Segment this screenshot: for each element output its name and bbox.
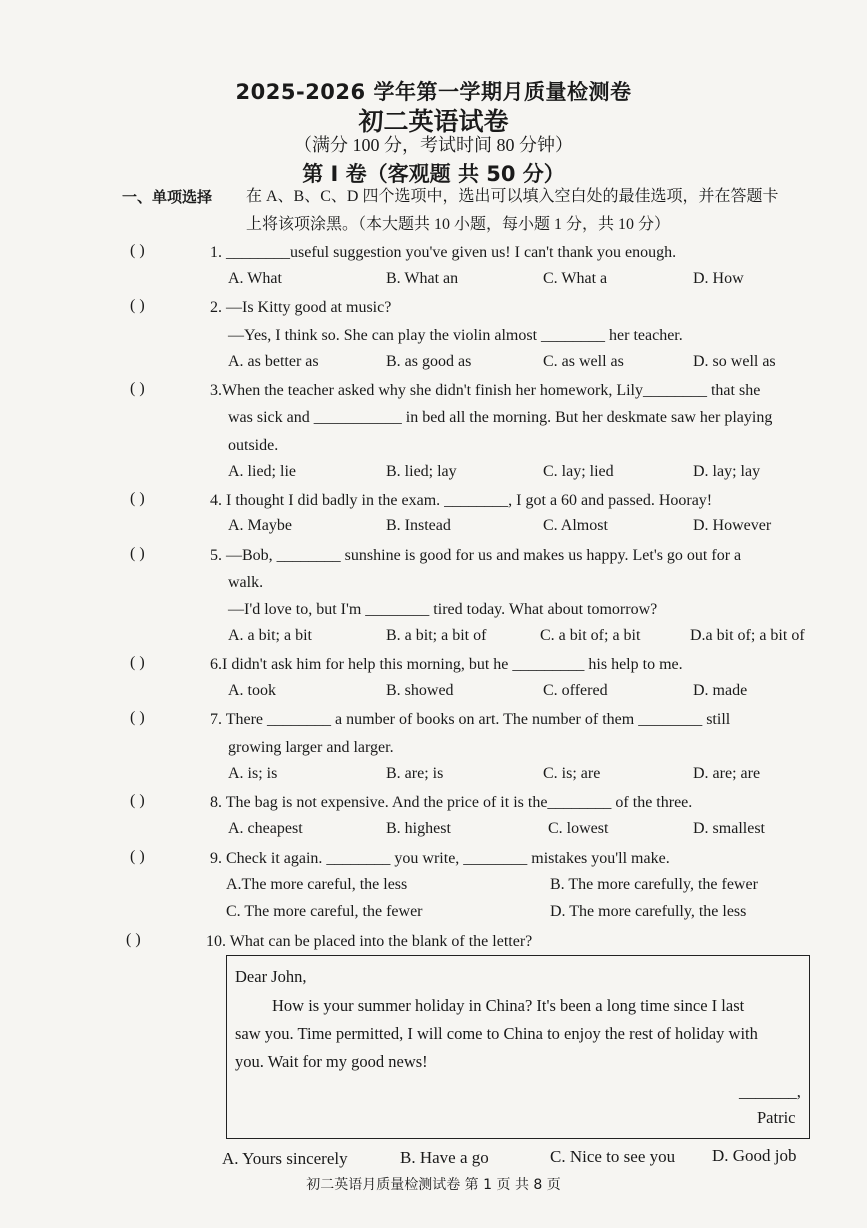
answer-paren: ( ) [130, 792, 145, 809]
section-title: 一、单项选择 [122, 188, 213, 206]
letter-greeting: Dear John, [235, 967, 307, 986]
exam-subject-title: 初二英语试卷 [358, 107, 509, 136]
q5-option-a: A. a bit; a bit [228, 627, 312, 644]
answer-paren: ( ) [130, 709, 145, 726]
answer-paren: ( ) [130, 545, 145, 562]
answer-paren: ( ) [130, 848, 145, 865]
q1-option-c: C. What a [543, 270, 608, 287]
question-3-line-1: 3.When the teacher asked why she didn't finish her homework, Lily________ that she [210, 382, 761, 399]
q7-option-c: C. is; are [543, 765, 601, 782]
letter-closing-blank: _______, [739, 1082, 801, 1101]
q6-option-b: B. showed [386, 682, 454, 699]
q1-option-b: B. What an [386, 270, 459, 287]
q2-option-b: B. as good as [386, 353, 472, 370]
q6-option-a: A. took [228, 682, 276, 699]
q7-option-b: B. are; is [386, 765, 444, 782]
q3-option-a: A. lied; lie [228, 463, 296, 480]
letter-line-2: saw you. Time permitted, I will come to China to enjoy the rest of holiday with [235, 1024, 758, 1043]
q6-option-d: D. made [693, 682, 748, 699]
q8-option-d: D. smallest [693, 820, 765, 837]
question-5-line-1: 5. —Bob, ________ sunshine is good for us and makes us happy. Let's go out for a [210, 547, 742, 564]
question-5-line-3: —I'd love to, but I'm ________ tired today. What about tomorrow? [228, 601, 658, 618]
q5-option-b: B. a bit; a bit of [386, 627, 487, 644]
answer-paren: ( ) [130, 242, 145, 259]
question-2-line-1: 2. —Is Kitty good at music? [210, 299, 392, 316]
question-3-line-3: outside. [228, 437, 279, 454]
q4-option-b: B. Instead [386, 517, 451, 534]
exam-score-time: （满分 100 分，考试时间 80 分钟） [294, 135, 573, 155]
question-3-line-2: was sick and ___________ in bed all the morning. But her deskmate saw her playing [228, 409, 773, 426]
q4-option-c: C. Almost [543, 517, 608, 534]
q4-option-d: D. However [693, 517, 772, 534]
question-8-text: 8. The bag is not expensive. And the price of it is the________ of the three. [210, 794, 693, 811]
letter-box [226, 955, 810, 1139]
q8-option-a: A. cheapest [228, 820, 303, 837]
q7-option-d: D. are; are [693, 765, 761, 782]
section-instruction-2: 上将该项涂黑。（本大题共 10 小题，每小题 1 分，共 10 分） [246, 216, 671, 233]
q8-option-b: B. highest [386, 820, 451, 837]
q3-option-c: C. lay; lied [543, 463, 614, 480]
question-7-line-1: 7. There ________ a number of books on art. The number of them ________ still [210, 711, 731, 728]
part-title: 第 I 卷（客观题 共 50 分） [302, 162, 565, 186]
exam-title: 2025-2026 学年第一学期月质量检测卷 [235, 80, 632, 104]
letter-signature: Patric [757, 1108, 796, 1127]
question-5-line-2: walk. [228, 574, 264, 591]
question-10-text: 10. What can be placed into the blank of the letter? [206, 933, 533, 950]
question-1-text: 1. ________useful suggestion you've given us! I can't thank you enough. [210, 244, 677, 261]
q2-option-d: D. so well as [693, 353, 776, 370]
letter-line-3: you. Wait for my good news! [235, 1052, 428, 1071]
question-9-text: 9. Check it again. ________ you write, ________ mistakes you'll make. [210, 850, 670, 867]
answer-paren: ( ) [130, 654, 145, 671]
q6-option-c: C. offered [543, 682, 608, 699]
q2-option-c: C. as well as [543, 353, 624, 370]
q5-option-c: C. a bit of; a bit [540, 627, 641, 644]
q7-option-a: A. is; is [228, 765, 278, 782]
question-4-text: 4. I thought I did badly in the exam. ________, I got a 60 and passed. Hooray! [210, 492, 713, 509]
section-instruction-1: 在 A、B、C、D 四个选项中，选出可以填入空白处的最佳选项，并在答题卡 [246, 188, 779, 205]
q9-option-b: B. The more carefully, the fewer [550, 876, 758, 893]
q3-option-d: D. lay; lay [693, 463, 761, 480]
q4-option-a: A. Maybe [228, 517, 292, 534]
answer-paren: ( ) [130, 490, 145, 507]
q5-option-d: D.a bit of; a bit of [690, 627, 805, 644]
question-6-text: 6.I didn't ask him for help this morning, but he _________ his help to me. [210, 656, 683, 673]
q9-option-d: D. The more carefully, the less [550, 903, 747, 920]
q3-option-b: B. lied; lay [386, 463, 457, 480]
question-2-line-2: —Yes, I think so. She can play the violin almost ________ her teacher. [228, 327, 683, 344]
q9-option-a: A.The more careful, the less [226, 876, 408, 893]
q9-option-c: C. The more careful, the fewer [226, 903, 423, 920]
q10-option-a: A. Yours sincerely [222, 1149, 348, 1168]
q10-option-c: C. Nice to see you [550, 1147, 676, 1166]
answer-paren: ( ) [130, 380, 145, 397]
answer-paren: ( ) [126, 931, 141, 948]
q10-option-b: B. Have a go [400, 1148, 489, 1167]
q1-option-a: A. What [228, 270, 282, 287]
question-7-line-2: growing larger and larger. [228, 739, 394, 756]
answer-paren: ( ) [130, 297, 145, 314]
q1-option-d: D. How [693, 270, 744, 287]
q2-option-a: A. as better as [228, 353, 319, 370]
q8-option-c: C. lowest [548, 820, 609, 837]
letter-line-1: How is your summer holiday in China? It's been a long time since I last [272, 996, 745, 1015]
page-footer: 初二英语月质量检测试卷 第 1 页 共 8 页 [306, 1177, 561, 1193]
q10-option-d: D. Good job [712, 1146, 797, 1165]
